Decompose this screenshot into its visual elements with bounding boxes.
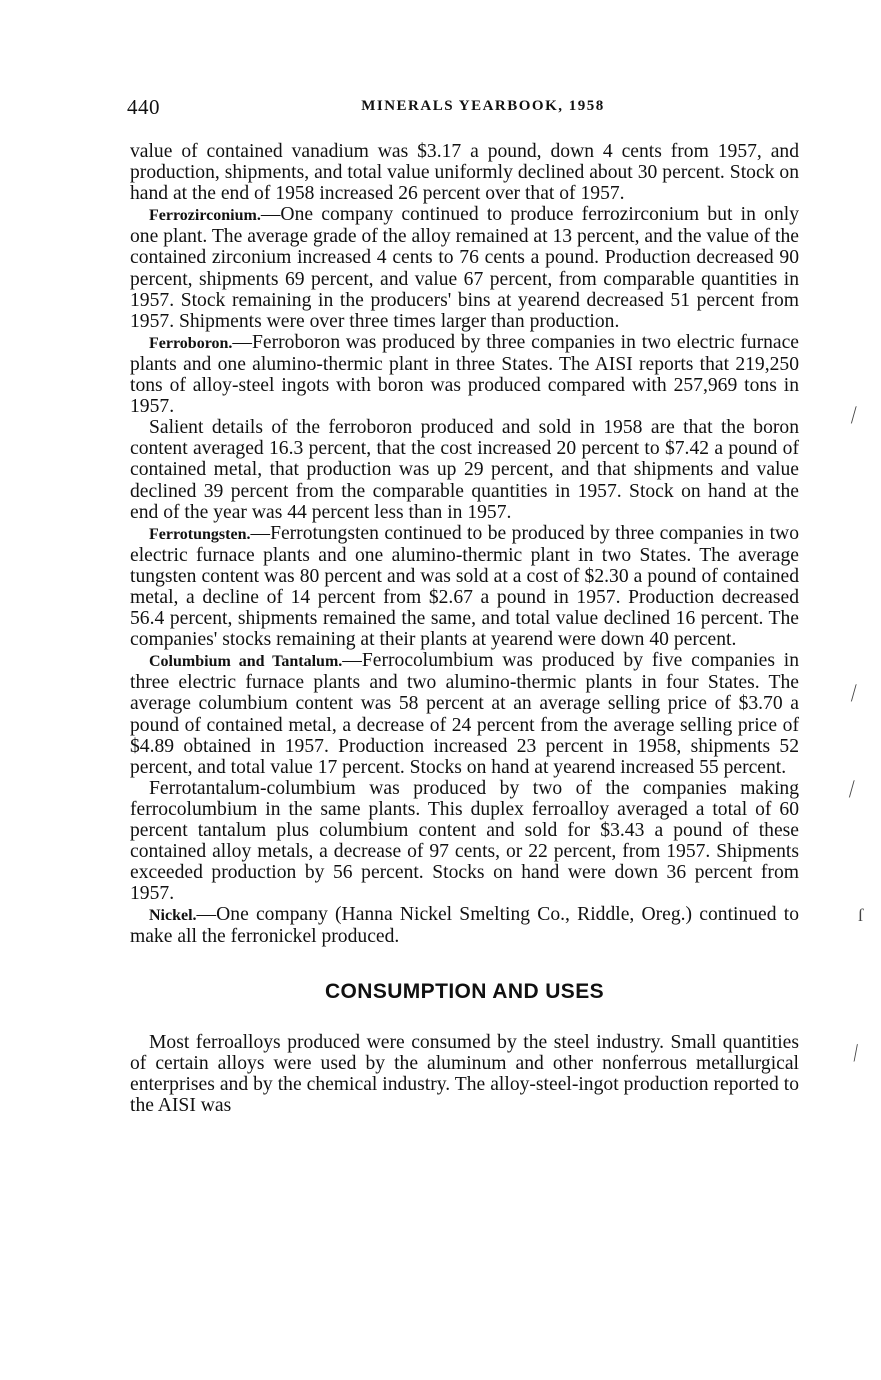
page-header bbox=[127, 95, 799, 123]
paragraph-text: —Ferrocolumbium was produced by five companies in three electric furnace plants and two alumino-thermic plants in four States. The average columbium content was 58 percent at an average selling price of $3.70 a pound of contained metal, a decrease of 24 percent from the average selling price of $4.89 obtained in 1957. Production increased 23 percent in 1958, shipments 52 percent, and total value 17 percent. Stocks on hand at yearend increased 55 percent. bbox=[130, 650, 800, 778]
section-heading: CONSUMPTION AND USES bbox=[324, 979, 605, 1003]
paragraph-ferroboron bbox=[130, 332, 799, 417]
paragraph-text: —Ferroboron was produced by three companies in two electric furnace plants and one alumino-thermic plant in three States. The AISI reports that 219,250 tons of alloy-steel ingots with boron was produced compared with 257,969 tons in 1957. bbox=[130, 331, 799, 418]
paragraph-ferroboron-details: Salient details of the ferroboron produced and sold in 1958 are that the boron content averaged 16.3 percent, that the cost increased 20 percent to $7.42 a pound of contained metal, that production was up 29 percent, and that shipments and value declined 39 percent from the comparable quantities in 1957. Stock on hand at the end of the year was 44 percent less than in 1957. bbox=[130, 417, 799, 523]
page-body bbox=[130, 141, 799, 1116]
paragraph-ferrozirconium bbox=[130, 204, 799, 332]
paragraph-text: —One company (Hanna Nickel Smelting Co., Riddle, Oreg.) continued to make all the ferronickel produced. bbox=[130, 904, 799, 948]
paragraph-columbium-tantalum bbox=[130, 650, 799, 778]
margin-mark: ſ bbox=[858, 905, 864, 925]
run-in-heading-ferroboron: Ferroboron. bbox=[149, 334, 233, 352]
paragraph-consumption: Most ferroalloys produced were consumed by the steel industry. Small quantities of certain alloys were used by the aluminum and other nonferrous metallurgical enterprises and by the chemical industry. The alloy-steel-ingot production reported to the AISI was bbox=[130, 1031, 799, 1116]
margin-mark: ⁄ bbox=[847, 680, 860, 705]
paragraph-ferrotantalum-columbium: Ferrotantalum-columbium was produced by two of the companies making ferrocolumbium in the same plants. This duplex ferroalloy averaged a total of 60 percent tantalum plus columbium content and sold for $3.43 a pound of these contained alloy metals, a decrease of 97 cents, or 22 percent, from 1957. Shipments exceeded production by 56 percent. Stocks on hand were down 36 percent from 1957. bbox=[130, 777, 799, 905]
running-title: MINERALS YEARBOOK, 1958 bbox=[361, 98, 605, 114]
page-number: 440 bbox=[127, 95, 160, 119]
run-in-heading-nickel: Nickel. bbox=[149, 907, 197, 925]
run-in-heading-ferrozirconium: Ferrozirconium. bbox=[149, 207, 261, 225]
margin-mark: ⁄ bbox=[848, 1040, 863, 1065]
paragraph-vanadium-continued: value of contained vanadium was $3.17 a pound, down 4 cents from 1957, and production, shipments, and total value uniformly declined about 30 percent. Stock on hand at the end of 1958 increased 26 percent over that of 1957. bbox=[130, 141, 799, 205]
paragraph-text: —Ferrotungsten continued to be produced by three companies in two electric furnace plants and one alumino-thermic plant in two States. The average tungsten content was 80 percent and was sold at a cost of $2.30 a pound of contained metal, a decline of 14 percent from $2.67 a pound in 1957. Production decreased 56.4 percent, shipments remained the same, and total value declined 16 percent. The companies' stocks remaining at their plants at yearend were down 40 percent. bbox=[130, 522, 799, 651]
paragraph-nickel bbox=[130, 904, 799, 947]
paragraph-ferrotungsten bbox=[130, 523, 799, 651]
run-in-heading-ferrotungsten: Ferrotungsten. bbox=[149, 525, 251, 543]
paragraph-text: —One company continued to produce ferrozirconium but in only one plant. The average grade of the alloy remained at 13 percent, and the value of the contained zirconium increased 4 cents to 76 cents a pound. Production decreased 90 percent, shipments 69 percent, and value 67 percent, from comparable quantities in 1957. Stock remaining in the producers' bins at yearend decreased 51 percent from 1957. Shipments were over three times larger than production. bbox=[130, 204, 799, 332]
margin-mark: ⁄ bbox=[847, 402, 860, 427]
margin-mark: ⁄ bbox=[845, 776, 858, 801]
run-in-heading-columbium-tantalum: Columbium and Tantalum. bbox=[149, 653, 343, 671]
